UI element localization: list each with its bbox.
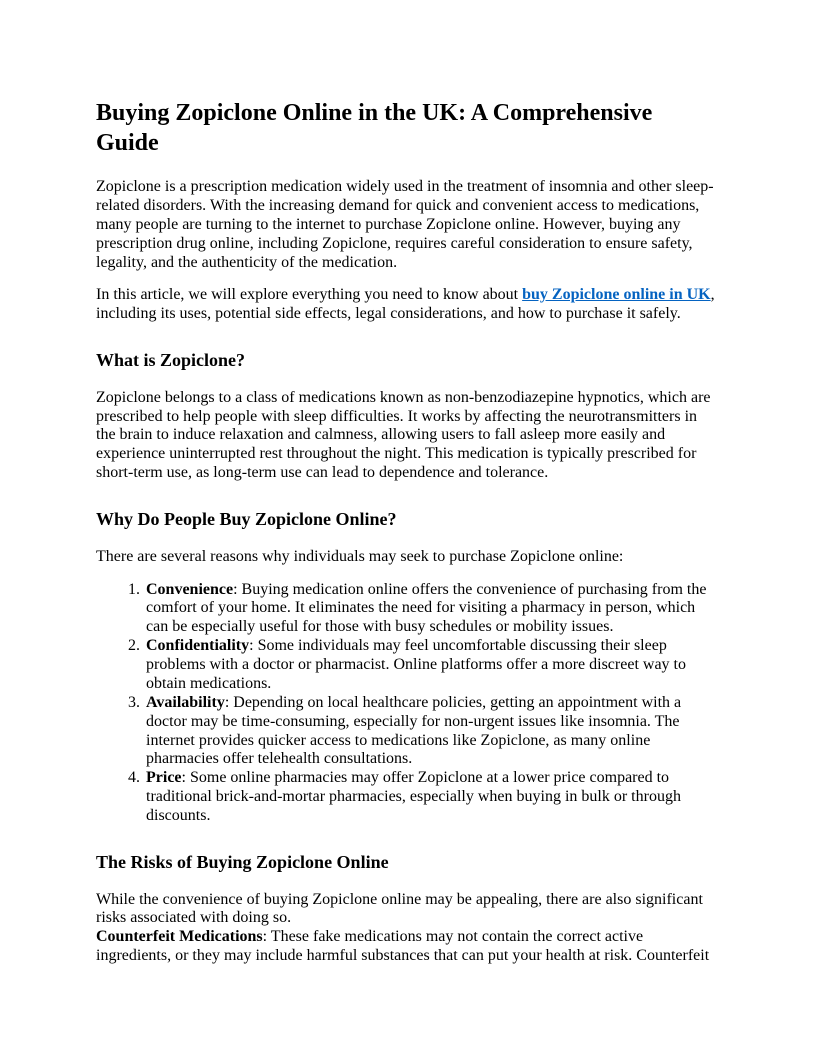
- intro-p2-after: , including its uses, potential side effects, legal considerations, and how to purchase it safely.: [96, 286, 715, 323]
- page-title: Buying Zopiclone Online in the UK: A Comprehensive Guide: [96, 100, 653, 156]
- heading-what-is-zopiclone: What is Zopiclone?: [96, 350, 246, 371]
- reason-term: Convenience: [146, 580, 234, 598]
- intro-paragraph-1: Zopiclone is a prescription medication widely used in the treatment of insomnia and other sleep-related disorders. With the increasing demand for quick and convenient access to medications, many people are turning to the internet to purchase Zopiclone online. However, buying any prescription drug online, including Zopiclone, requires careful consideration to ensure safety, legality, and the authenticity of the medication.: [96, 178, 714, 271]
- reason-term: Confidentiality: [146, 637, 250, 655]
- reasons-list: [96, 581, 720, 826]
- counterfeit-term: Counterfeit Medications: [96, 928, 263, 946]
- risks-intro-paragraph: While the convenience of buying Zopiclone online may be appealing, there are also significant risks associated with doing so.: [96, 890, 703, 927]
- list-item-convenience: [144, 581, 720, 638]
- heading-risks: The Risks of Buying Zopiclone Online: [96, 851, 389, 872]
- reason-text: : Buying medication online offers the convenience of purchasing from the comfort of your home. It eliminates the need for visiting a pharmacy in person, which can be especially useful for those with busy schedules or mobility issues.: [146, 580, 707, 636]
- counterfeit-paragraph: [96, 928, 720, 966]
- what-is-zopiclone-paragraph: Zopiclone belongs to a class of medications known as non-benzodiazepine hypnotics, which are prescribed to help people with sleep difficulties. It works by affecting the neurotransmitters in the brain to induce relaxation and calmness, allowing users to fall asleep more easily and experience uninterrupted rest throughout the night. This medication is typically prescribed for short-term use, as long-term use can lead to dependence and tolerance.: [96, 388, 711, 482]
- list-item-price: [144, 769, 720, 826]
- reason-term: Price: [146, 769, 182, 787]
- list-item-confidentiality: [144, 637, 720, 694]
- list-item-availability: [144, 694, 720, 770]
- intro-paragraph-2: [96, 286, 720, 324]
- why-buy-intro-paragraph: There are several reasons why individuals may seek to purchase Zopiclone online:: [96, 547, 624, 565]
- reason-text: : Some individuals may feel uncomfortable discussing their sleep problems with a doctor or pharmacist. Online platforms offer a more discreet way to obtain medications.: [146, 637, 686, 692]
- buy-zopiclone-online-link[interactable]: buy Zopiclone online in UK: [522, 286, 711, 304]
- counterfeit-text: : These fake medications may not contain the correct active ingredients, or they may include harmful substances that can put your health at risk. Counterfeit: [96, 928, 710, 965]
- intro-p2-before: In this article, we will explore everything you need to know about: [96, 286, 523, 304]
- reason-term: Availability: [146, 693, 225, 711]
- heading-why-do-people-buy: Why Do People Buy Zopiclone Online?: [96, 509, 397, 530]
- reason-text: : Depending on local healthcare policies, getting an appointment with a doctor may be time-consuming, especially for non-urgent issues like insomnia. The internet provides quicker access to medications like Zopiclone, as many online pharmacies offer telehealth consultations.: [146, 693, 682, 768]
- reason-text: : Some online pharmacies may offer Zopiclone at a lower price compared to traditional brick-and-mortar pharmacies, especially when buying in bulk or through discounts.: [146, 769, 681, 825]
